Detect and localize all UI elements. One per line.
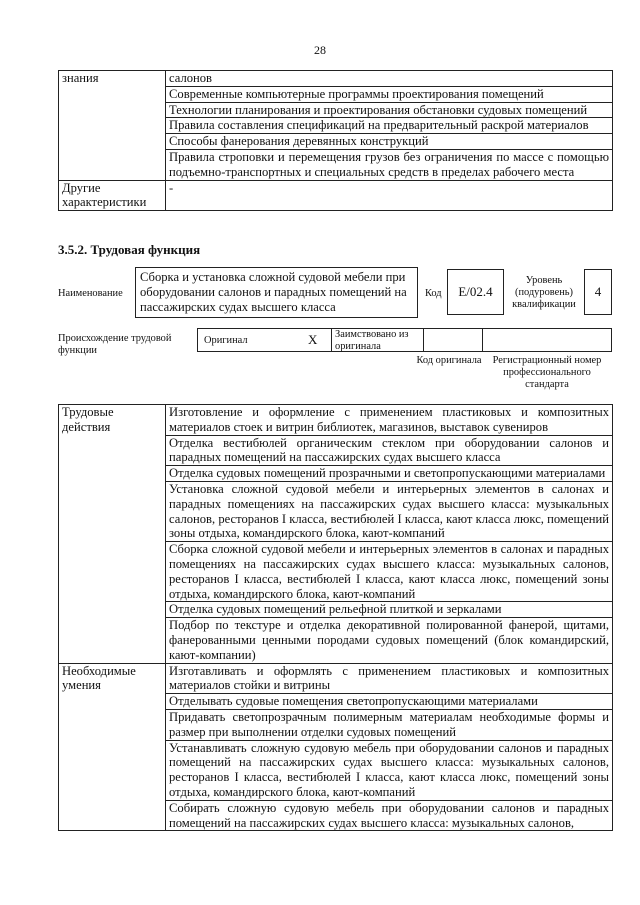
reg-number-caption: Регистрационный номер профессионального стандарта — [492, 355, 602, 390]
table-cell: Правила строповки и перемещения грузов без ограничения по массе с помощью подъемно-транспортных и специальных средств в пределах рабочего места — [166, 149, 613, 180]
table-cell: Отделывать судовые помещения светопропускающими материалами — [166, 694, 613, 710]
labor-function-table — [58, 404, 613, 831]
table-cell: Изготавливать и оформлять с применением пластиковых и композитных материалов стойки и витрины — [166, 663, 613, 694]
table-row — [59, 71, 613, 87]
section-title: 3.5.2. Трудовая функция — [58, 242, 201, 257]
name-label: Наименование — [58, 288, 123, 299]
table-cell: Правила составления спецификаций на предварительный раскрой материалов — [166, 118, 613, 134]
table-cell: Отделка судовых помещений прозрачными и светопропускающими материалами — [166, 466, 613, 482]
table-row — [59, 180, 613, 211]
function-name: Сборка и установка сложной судовой мебели при оборудовании салонов и парадных помещений на пассажирских судах высшего класса — [140, 270, 407, 314]
row-label: Необходимые умения — [59, 663, 166, 831]
reg-number-box — [482, 328, 612, 352]
table-cell: Собирать сложную судовую мебель при оборудовании салонов и парадных помещений на пассажирских судах высшего класса: музыкальных салонов, — [166, 800, 613, 831]
code-original-caption: Код оригинала — [416, 355, 482, 366]
level-box — [584, 269, 612, 315]
table-cell: салонов — [166, 71, 613, 87]
code-label: Код — [425, 288, 442, 299]
table-cell: Установка сложной судовой мебели и интерьерных элементов в салонах и парадных помещениях на пассажирских судах высшего класса: музыкальных салонов, ресторанов I класса, вестибюлей I класса, кают класса люкс, помещений зоны отдыха, командирского блока, кают-компаний — [166, 481, 613, 541]
row-label: Другие характеристики — [59, 180, 166, 211]
table-cell: Сборка сложной судовой мебели и интерьерных элементов в салонах и парадных помещениях на пассажирских судах высшего класса: музыкальных салонов, ресторанов I класса, вестибюлей I класса, кают класса люкс, помещений зоны отдыха, командирского блока, кают-компаний — [166, 542, 613, 602]
original-box — [197, 328, 332, 352]
row-label: Трудовые действия — [59, 405, 166, 664]
borrowed-box — [331, 328, 424, 352]
knowledge-table — [58, 70, 613, 211]
page-number: 28 — [314, 43, 326, 57]
origin-label: Происхождение трудовой функции — [58, 333, 172, 356]
table-row — [59, 405, 613, 436]
original-label: Оригинал — [204, 335, 248, 346]
table-row — [59, 663, 613, 694]
code-original-box — [423, 328, 483, 352]
table-cell: Изготовление и оформление с применением пластиковых и композитных материалов стоек и витрин библиотек, магазинов, выставок сувениров — [166, 405, 613, 436]
row-label: знания — [59, 71, 166, 181]
function-name-box — [135, 267, 418, 318]
original-mark: X — [308, 332, 318, 347]
borrowed-label: Заимствовано из оригинала — [335, 329, 409, 352]
table-cell: Современные компьютерные программы проектирования помещений — [166, 86, 613, 102]
table-cell: Отделка судовых помещений рельефной плиткой и зеркалами — [166, 602, 613, 618]
code-value: E/02.4 — [458, 284, 493, 299]
table-cell: Придавать светопрозрачным полимерным материалам необходимые формы и размер при выполнении отделки судовых помещений — [166, 709, 613, 740]
level-value: 4 — [594, 284, 602, 299]
table-cell: Устанавливать сложную судовую мебель при оборудовании салонов и парадных помещений на пассажирских судах высшего класса: музыкальных салонов, ресторанов I класса, вестибюлей I класса, кают класса люкс, помещений зоны отдыха, командирского блока, кают-компаний — [166, 740, 613, 800]
table-cell: Подбор по текстуре и отделка декоративной полированной фанерой, щитами, фанерованными ценными породами судовых помещений (блок командирский, кают-компании) — [166, 618, 613, 663]
table-cell: Отделка вестибюлей органическим стеклом при оборудовании салонов и парадных помещений на пассажирских судах высшего класса — [166, 435, 613, 466]
table-cell: Технологии планирования и проектирования обстановки судовых помещений — [166, 102, 613, 118]
table-cell: - — [166, 180, 613, 211]
code-box — [447, 269, 504, 315]
level-label: Уровень (подуровень) квалификации — [512, 275, 576, 310]
table-cell: Способы фанерования деревянных конструкций — [166, 134, 613, 150]
